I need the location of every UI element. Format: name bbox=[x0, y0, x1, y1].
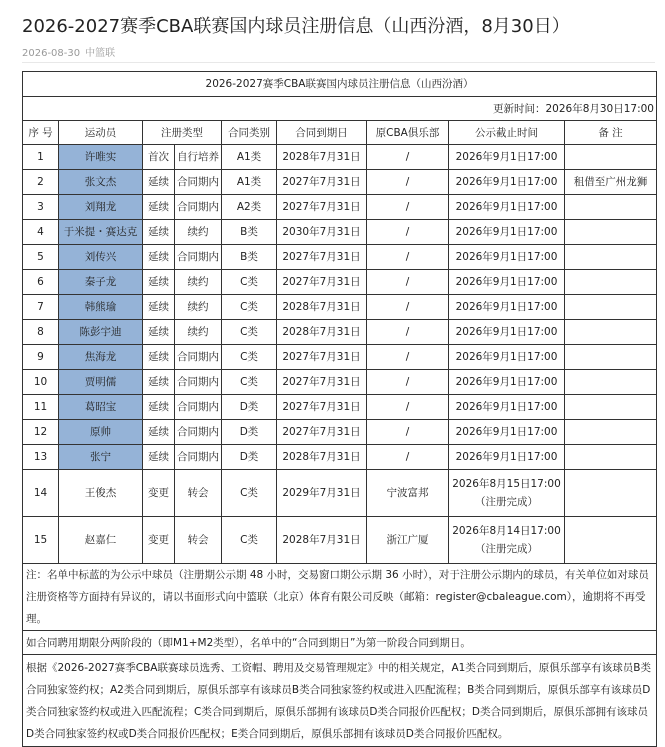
table-row bbox=[23, 320, 657, 345]
publicity-deadline: 2026年9月1日17:00 bbox=[449, 195, 565, 220]
player-name: 刘翔龙 bbox=[59, 195, 143, 220]
registration-reason: 合同期内 bbox=[175, 245, 222, 270]
row-number: 13 bbox=[23, 445, 59, 470]
registration-status: 延续 bbox=[143, 445, 175, 470]
row-number: 5 bbox=[23, 245, 59, 270]
registration-status: 延续 bbox=[143, 245, 175, 270]
deadline-status: （注册完成） bbox=[475, 496, 538, 508]
table-row bbox=[23, 145, 657, 170]
table-row bbox=[23, 470, 657, 517]
table-row bbox=[23, 395, 657, 420]
former-club: / bbox=[367, 170, 449, 195]
publicity-deadline: 2026年9月1日17:00 bbox=[449, 245, 565, 270]
former-club: 浙江广厦 bbox=[367, 517, 449, 564]
player-name: 赵嘉仁 bbox=[59, 517, 143, 564]
table-footnote: 根据《2026-2027赛季CBA联赛球员选秀、工资帽、聘用及交易管理规定》中的相关规定，A1类合同到期后，原俱乐部享有该球员B类合同独家签约权；A2类合同到期后，原俱乐部享有该球员B类合同独家签约权或进入匹配流程；B类合同到期后，原俱乐部享有该球员D类合同独家签约权或进入匹配流程；C类合同到期后，原俱乐部拥有该球员D类合同报价匹配权；D类合同到期后，原俱乐部拥有该球员D类合同独家签约权或D类合同报价匹配权；E类合同到期后，原俱乐部拥有该球员D类合同报价匹配权。 bbox=[23, 655, 657, 747]
row-note bbox=[565, 320, 657, 345]
table-row bbox=[23, 270, 657, 295]
contract-type: A1类 bbox=[222, 170, 277, 195]
former-club: / bbox=[367, 145, 449, 170]
registration-reason: 续约 bbox=[175, 270, 222, 295]
deadline-time: 2026年8月15日17:00 bbox=[452, 478, 561, 490]
header-deadline: 公示截止时间 bbox=[449, 121, 565, 145]
row-note bbox=[565, 145, 657, 170]
row-number: 15 bbox=[23, 517, 59, 564]
table-row bbox=[23, 345, 657, 370]
player-name: 陈彭宇迪 bbox=[59, 320, 143, 345]
contract-type: C类 bbox=[222, 320, 277, 345]
row-number: 11 bbox=[23, 395, 59, 420]
player-name: 于米提・赛达克 bbox=[59, 220, 143, 245]
table-row bbox=[23, 245, 657, 270]
publicity-deadline: 2026年9月1日17:00 bbox=[449, 370, 565, 395]
deadline-status: （注册完成） bbox=[475, 543, 538, 555]
contract-expiry: 2027年7月31日 bbox=[277, 420, 367, 445]
contract-type: D类 bbox=[222, 445, 277, 470]
former-club: / bbox=[367, 295, 449, 320]
contract-expiry: 2027年7月31日 bbox=[277, 370, 367, 395]
player-name: 焦海龙 bbox=[59, 345, 143, 370]
header-former-club: 原CBA俱乐部 bbox=[367, 121, 449, 145]
update-time: 更新时间：2026年8月30日17:00 bbox=[23, 97, 657, 121]
registration-reason: 续约 bbox=[175, 220, 222, 245]
row-number: 14 bbox=[23, 470, 59, 517]
row-note: 租借至广州龙狮 bbox=[565, 170, 657, 195]
publicity-deadline: 2026年9月1日17:00 bbox=[449, 445, 565, 470]
registration-reason: 合同期内 bbox=[175, 345, 222, 370]
registration-status: 延续 bbox=[143, 420, 175, 445]
player-name: 刘传兴 bbox=[59, 245, 143, 270]
table-footnote: 如合同聘用期限分两阶段的（即M1+M2类型），名单中的“合同到期日”为第一阶段合同到期日。 bbox=[23, 631, 657, 655]
row-note bbox=[565, 295, 657, 320]
former-club: / bbox=[367, 245, 449, 270]
publicity-deadline: 2026年9月1日17:00 bbox=[449, 170, 565, 195]
former-club: / bbox=[367, 320, 449, 345]
contract-type: A2类 bbox=[222, 195, 277, 220]
registration-reason: 转会 bbox=[175, 517, 222, 564]
contract-type: C类 bbox=[222, 345, 277, 370]
publicity-deadline: 2026年9月1日17:00 bbox=[449, 220, 565, 245]
row-number: 4 bbox=[23, 220, 59, 245]
contract-expiry: 2028年7月31日 bbox=[277, 320, 367, 345]
table-row bbox=[23, 195, 657, 220]
header-expiry: 合同到期日 bbox=[277, 121, 367, 145]
table-header-row bbox=[23, 121, 657, 145]
contract-type: D类 bbox=[222, 420, 277, 445]
row-note bbox=[565, 245, 657, 270]
contract-type: C类 bbox=[222, 270, 277, 295]
contract-expiry: 2027年7月31日 bbox=[277, 395, 367, 420]
publicity-deadline: 2026年9月1日17:00 bbox=[449, 420, 565, 445]
former-club: / bbox=[367, 420, 449, 445]
row-number: 10 bbox=[23, 370, 59, 395]
registration-reason: 转会 bbox=[175, 470, 222, 517]
table-title: 2026-2027赛季CBA联赛国内球员注册信息（山西汾酒） bbox=[23, 72, 657, 97]
registration-reason: 合同期内 bbox=[175, 195, 222, 220]
header-no: 序 号 bbox=[23, 121, 59, 145]
contract-type: C类 bbox=[222, 370, 277, 395]
contract-expiry: 2027年7月31日 bbox=[277, 170, 367, 195]
row-number: 7 bbox=[23, 295, 59, 320]
player-name: 秦子龙 bbox=[59, 270, 143, 295]
former-club: / bbox=[367, 195, 449, 220]
table-row bbox=[23, 170, 657, 195]
row-note bbox=[565, 420, 657, 445]
row-note bbox=[565, 370, 657, 395]
contract-expiry: 2030年7月31日 bbox=[277, 220, 367, 245]
registration-reason: 合同期内 bbox=[175, 170, 222, 195]
registration-status: 延续 bbox=[143, 295, 175, 320]
contract-expiry: 2028年7月31日 bbox=[277, 295, 367, 320]
registration-status: 延续 bbox=[143, 195, 175, 220]
table-row bbox=[23, 370, 657, 395]
table-footnote: 注：名单中标蓝的为公示中球员（注册期公示期 48 小时，交易窗口期公示期 36 小时），对于注册公示期内的球员，有关单位如对球员注册资格等方面持有异议的，请以书面形式向中篮联（北京）体育有限公司反映（邮箱：register@cbaleague.com），逾期将不再受理。 bbox=[23, 564, 657, 631]
former-club: / bbox=[367, 395, 449, 420]
row-note bbox=[565, 517, 657, 564]
player-name: 张文杰 bbox=[59, 170, 143, 195]
former-club: 宁波富邦 bbox=[367, 470, 449, 517]
player-name: 原帅 bbox=[59, 420, 143, 445]
former-club: / bbox=[367, 445, 449, 470]
registration-reason: 续约 bbox=[175, 320, 222, 345]
table-row bbox=[23, 220, 657, 245]
former-club: / bbox=[367, 370, 449, 395]
contract-type: C类 bbox=[222, 470, 277, 517]
registration-status: 变更 bbox=[143, 470, 175, 517]
table-row bbox=[23, 445, 657, 470]
publicity-deadline: 2026年9月1日17:00 bbox=[449, 270, 565, 295]
row-note bbox=[565, 470, 657, 517]
contract-type: B类 bbox=[222, 220, 277, 245]
player-name: 贾明儒 bbox=[59, 370, 143, 395]
article-title: 2026-2027赛季CBA联赛国内球员注册信息（山西汾酒，8月30日） bbox=[22, 16, 570, 37]
registration-reason: 合同期内 bbox=[175, 370, 222, 395]
contract-type: A1类 bbox=[222, 145, 277, 170]
row-note bbox=[565, 445, 657, 470]
table-row bbox=[23, 517, 657, 564]
former-club: / bbox=[367, 270, 449, 295]
registration-reason: 合同期内 bbox=[175, 395, 222, 420]
player-name: 张宁 bbox=[59, 445, 143, 470]
contract-expiry: 2028年7月31日 bbox=[277, 145, 367, 170]
registration-table bbox=[22, 71, 657, 747]
registration-status: 首次 bbox=[143, 145, 175, 170]
table-row bbox=[23, 295, 657, 320]
registration-status: 延续 bbox=[143, 170, 175, 195]
publicity-deadline: 2026年9月1日17:00 bbox=[449, 395, 565, 420]
former-club: / bbox=[367, 220, 449, 245]
contract-expiry: 2027年7月31日 bbox=[277, 270, 367, 295]
registration-status: 延续 bbox=[143, 370, 175, 395]
player-name: 葛昭宝 bbox=[59, 395, 143, 420]
row-note bbox=[565, 195, 657, 220]
publicity-deadline bbox=[449, 517, 565, 564]
publicity-deadline bbox=[449, 470, 565, 517]
player-name: 许唯实 bbox=[59, 145, 143, 170]
registration-reason: 合同期内 bbox=[175, 445, 222, 470]
registration-reason: 续约 bbox=[175, 295, 222, 320]
registration-status: 延续 bbox=[143, 345, 175, 370]
contract-expiry: 2028年7月31日 bbox=[277, 517, 367, 564]
article-source[interactable]: 中篮联 bbox=[85, 48, 116, 59]
header-reg-type: 注册类型 bbox=[143, 121, 222, 145]
row-note bbox=[565, 395, 657, 420]
row-note bbox=[565, 345, 657, 370]
registration-status: 延续 bbox=[143, 395, 175, 420]
header-contract-type: 合同类别 bbox=[222, 121, 277, 145]
row-number: 9 bbox=[23, 345, 59, 370]
registration-status: 延续 bbox=[143, 220, 175, 245]
registration-reason: 合同期内 bbox=[175, 420, 222, 445]
row-number: 12 bbox=[23, 420, 59, 445]
registration-reason: 自行培养 bbox=[175, 145, 222, 170]
row-note bbox=[565, 220, 657, 245]
registration-status: 延续 bbox=[143, 320, 175, 345]
contract-type: D类 bbox=[222, 395, 277, 420]
row-number: 6 bbox=[23, 270, 59, 295]
contract-type: B类 bbox=[222, 245, 277, 270]
contract-expiry: 2027年7月31日 bbox=[277, 245, 367, 270]
table-row bbox=[23, 420, 657, 445]
row-number: 3 bbox=[23, 195, 59, 220]
former-club: / bbox=[367, 345, 449, 370]
publish-date: 2026-08-30 bbox=[22, 48, 81, 59]
row-number: 8 bbox=[23, 320, 59, 345]
registration-status: 延续 bbox=[143, 270, 175, 295]
contract-type: C类 bbox=[222, 517, 277, 564]
row-number: 2 bbox=[23, 170, 59, 195]
header-player: 运动员 bbox=[59, 121, 143, 145]
player-name: 王俊杰 bbox=[59, 470, 143, 517]
deadline-time: 2026年8月14日17:00 bbox=[452, 525, 561, 537]
contract-type: C类 bbox=[222, 295, 277, 320]
row-number: 1 bbox=[23, 145, 59, 170]
row-note bbox=[565, 270, 657, 295]
contract-expiry: 2029年7月31日 bbox=[277, 470, 367, 517]
header-note: 备 注 bbox=[565, 121, 657, 145]
publicity-deadline: 2026年9月1日17:00 bbox=[449, 320, 565, 345]
registration-status: 变更 bbox=[143, 517, 175, 564]
contract-expiry: 2028年7月31日 bbox=[277, 445, 367, 470]
player-name: 韩熊瑜 bbox=[59, 295, 143, 320]
publicity-deadline: 2026年9月1日17:00 bbox=[449, 295, 565, 320]
contract-expiry: 2027年7月31日 bbox=[277, 345, 367, 370]
divider bbox=[22, 62, 655, 63]
article-meta bbox=[22, 44, 120, 59]
contract-expiry: 2027年7月31日 bbox=[277, 195, 367, 220]
publicity-deadline: 2026年9月1日17:00 bbox=[449, 145, 565, 170]
publicity-deadline: 2026年9月1日17:00 bbox=[449, 345, 565, 370]
